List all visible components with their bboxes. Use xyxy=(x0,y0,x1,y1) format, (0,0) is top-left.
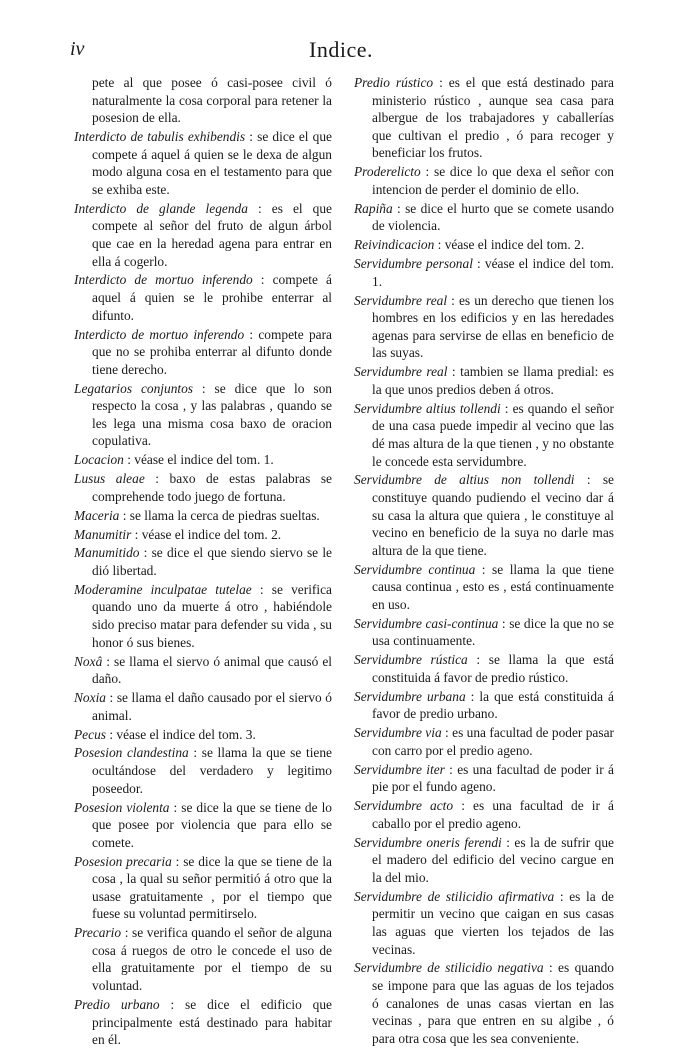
entry-term: Servidumbre real xyxy=(354,292,448,308)
entry-term: Servidumbre iter xyxy=(354,761,445,777)
entry-term: Servidumbre via xyxy=(354,725,442,741)
entry-term: Posesion violenta xyxy=(74,799,170,815)
entry-term: Servidumbre real xyxy=(354,364,448,380)
entry-definition: : se llama la que está constituida á favor de predio rústico. xyxy=(372,652,614,685)
index-entry xyxy=(74,507,332,525)
entry-term: Locacion xyxy=(74,452,124,468)
entry-definition: : es una facultad de ir á caballo por el predio ageno. xyxy=(372,798,614,831)
entry-term: Servidumbre casi-continua xyxy=(354,615,499,631)
index-entry xyxy=(74,380,332,450)
index-entry xyxy=(74,924,332,994)
entry-term: Noxâ xyxy=(74,653,103,669)
entry-definition: : véase el indice del tom. 1. xyxy=(123,452,274,468)
index-entry xyxy=(74,853,332,923)
index-entry xyxy=(74,726,332,744)
index-entry xyxy=(74,271,332,324)
entry-term: Interdicto de tabulis exhibendis xyxy=(74,129,246,145)
left-column xyxy=(74,74,332,1050)
entry-term: Servidumbre altius tollendi xyxy=(354,400,501,416)
index-entry xyxy=(354,561,614,614)
entry-term: Servidumbre acto xyxy=(354,798,454,814)
entry-term: Servidumbre rústica xyxy=(354,652,468,668)
entry-definition: : es el que compete al señor del fruto de algun árbol que cae en la heredad agena para entrar en ella á cogerlo. xyxy=(92,200,333,269)
index-entry xyxy=(74,470,332,505)
entry-definition: : es la de sufrir que el madero del edificio del vecino cargue en la del mio. xyxy=(372,834,614,885)
entry-term: Servidumbre de altius non tollendi xyxy=(354,472,575,488)
entry-definition: : es quando el señor de una casa puede impedir al vecino que las dé mas altura de la que tienen , y no obstante le concede esta servidumbre. xyxy=(372,400,615,469)
entry-term: Manumitir xyxy=(74,526,132,542)
entry-term: Posesion clandestina xyxy=(74,745,189,761)
entry-definition: : se llama la cerca de piedras sueltas. xyxy=(119,507,320,523)
entry-definition: : se dice lo que dexa el señor con intencion de perder el dominio de ello. xyxy=(372,164,614,197)
entry-term: Predio rústico xyxy=(354,75,434,90)
entry-term: Noxia xyxy=(74,690,106,706)
entry-definition: : se verifica quando uno da muerte á otro , habiéndole sido preciso matar para defender su vida , su honor ó sus bienes. xyxy=(92,581,332,650)
entry-term: Interdicto de mortuo inferendo xyxy=(74,272,253,288)
index-entry xyxy=(354,834,614,887)
index-entry xyxy=(354,255,614,290)
entry-term: Reivindicacion xyxy=(354,237,435,253)
index-entry xyxy=(354,74,614,162)
entry-definition: : se dice la que se tiene de lo que posee por violencia que para ello se comete. xyxy=(92,799,332,850)
entry-definition: : es la de permitir un vecino que caigan en sus casas las aguas que vierten los tejados de las vecinas. xyxy=(372,888,614,957)
entry-term: Maceria xyxy=(74,507,120,523)
index-entry xyxy=(74,451,332,469)
entry-definition: : baxo de estas palabras se comprehende todo juego de fortuna. xyxy=(92,471,332,504)
entry-term: Servidumbre de stilicidio negativa xyxy=(354,960,544,976)
index-entry xyxy=(74,799,332,852)
index-entry xyxy=(354,363,614,398)
page-title: Indice. xyxy=(309,37,373,62)
index-entry xyxy=(74,996,332,1049)
entry-term: Legatarios conjuntos xyxy=(74,380,194,396)
entry-term: Servidumbre de stilicidio afirmativa xyxy=(354,888,555,904)
entry-definition: : se dice que lo son respecto la cosa , y las palabras , quando se les lega una misma cosa baxo de oracion copulativa. xyxy=(92,380,332,449)
entry-term: Moderamine inculpatae tutelae xyxy=(74,581,252,597)
entry-definition: : compete á aquel á quien se le prohibe enterrar al difunto. xyxy=(92,272,332,323)
entry-definition: : se llama la que se tiene ocultándose del verdadero y legitimo poseedor. xyxy=(92,745,332,796)
entry-definition: : se dice el edificio que principalmente está destinado para habitar en él. xyxy=(92,996,333,1048)
index-entry xyxy=(354,724,614,759)
entry-definition: : se llama el siervo ó animal que causó el daño. xyxy=(92,653,332,687)
page-number: iv xyxy=(70,38,85,60)
entry-definition: : es una facultad de poder ir á pie por el fundo ageno. xyxy=(372,761,614,795)
entry-definition: : se llama el daño causado por el siervo ó animal. xyxy=(92,690,332,723)
entry-term: Servidumbre oneris ferendi xyxy=(354,834,502,850)
entry-term: Servidumbre continua xyxy=(354,561,476,577)
entry-term: Interdicto de glande legenda xyxy=(74,200,248,216)
index-entry xyxy=(354,615,614,650)
entry-definition: : véase el indice del tom. 3. xyxy=(105,726,256,742)
entry-definition: : véase el indice del tom. 2. xyxy=(131,526,282,542)
index-entry xyxy=(74,128,332,198)
entry-definition: : tambien se llama predial: es la que unos predios deben á otros. xyxy=(372,364,615,397)
entry-definition: : se verifica quando el señor de alguna cosa á ruegos de otro le concede el uso de ella gratuitamente por el tiempo de su voluntad. xyxy=(92,925,332,994)
right-column xyxy=(354,74,614,1049)
index-entry xyxy=(74,326,332,379)
index-entry xyxy=(354,292,614,362)
index-entry xyxy=(74,74,332,127)
entry-definition: : se dice la que se tiene de la cosa , la qual su señor permitió á otro que la usase gratuitamente , por el tiempo que fuese su voluntad permitirselo. xyxy=(92,853,332,922)
entry-term: Pecus xyxy=(74,726,106,742)
entry-term: Posesion precaria xyxy=(74,853,172,869)
entry-term: Servidumbre personal xyxy=(354,256,473,272)
entry-definition: : compete para que no se prohiba enterrar al difunto donde tiene derecho. xyxy=(92,326,332,377)
index-entry xyxy=(74,526,332,544)
index-entry xyxy=(354,236,614,254)
entry-definition: : es quando se impone para que las aguas de los tejados ó canalones de unas casas viertan en las vecinas , para que entren en su algibe , ó para otra cosa que les sea conveniente. xyxy=(372,960,614,1046)
index-entry xyxy=(74,653,332,688)
index-entry xyxy=(354,688,614,723)
entry-definition: : es un derecho que tienen los hombres en los edificios y en las heredades agenas para servirse de ellas en beneficio de las suyas. xyxy=(372,292,614,361)
entry-definition: : es una facultad de poder pasar con carro por el predio ageno. xyxy=(372,725,614,758)
entry-term: Interdicto de mortuo inferendo xyxy=(74,326,245,342)
index-entry xyxy=(74,689,332,724)
index-entry xyxy=(74,544,332,579)
index-entry xyxy=(354,888,614,958)
entry-definition: pete al que posee ó casi-posee civil ó naturalmente la cosa corporal para retener la posesion de ella. xyxy=(92,75,332,126)
index-entry xyxy=(354,200,614,235)
index-entry xyxy=(354,163,614,198)
entry-definition: : se constituye quando pudiendo el vecino dar á su casa la altura que quiera , le constituye al vecino en beneficio de la suya no darle mas altura de la que tiene. xyxy=(372,472,615,558)
entry-definition: : véase el indice del tom. 2. xyxy=(434,237,585,253)
entry-term: Rapiña xyxy=(354,200,393,216)
entry-term: Proderelicto xyxy=(354,164,421,180)
entry-definition: : se llama la que tiene causa continua , esto es , está continuamente en uso. xyxy=(372,561,614,612)
entry-term: Manumitido xyxy=(74,545,140,561)
index-entry xyxy=(354,651,614,686)
index-entry xyxy=(354,797,614,832)
entry-term: Predio urbano xyxy=(74,996,160,1012)
entry-definition: : véase el indice del tom. 1. xyxy=(372,256,614,289)
index-entry xyxy=(74,200,332,270)
index-entry xyxy=(74,581,332,651)
entry-definition: : se dice la que no se usa continuamente. xyxy=(372,615,614,649)
entry-definition: : es el que está destinado para ministerio rústico , aunque sea casa para albergue de los trabajadores y caballerías que cultivan el predio , ó para recoger y beneficiar los frutos. xyxy=(372,75,614,161)
index-entry xyxy=(354,959,614,1047)
entry-term: Lusus aleae xyxy=(74,471,145,487)
index-entry xyxy=(354,471,614,559)
index-entry xyxy=(354,400,614,470)
entry-definition: : se dice el hurto que se comete usando de violencia. xyxy=(372,200,614,234)
entry-term: Servidumbre urbana xyxy=(354,688,466,704)
index-entry xyxy=(354,761,614,796)
entry-definition: : la que está constituida á favor de predio urbano. xyxy=(372,688,614,722)
index-entry xyxy=(74,744,332,797)
entry-term: Precario xyxy=(74,925,122,941)
entry-definition: : se dice el que siendo siervo se le dió libertad. xyxy=(92,545,332,578)
entry-definition: : se dice el que compete á aquel á quien se le dexa de algun modo alguna cosa en el testamento para que se exhiba este. xyxy=(92,129,332,197)
